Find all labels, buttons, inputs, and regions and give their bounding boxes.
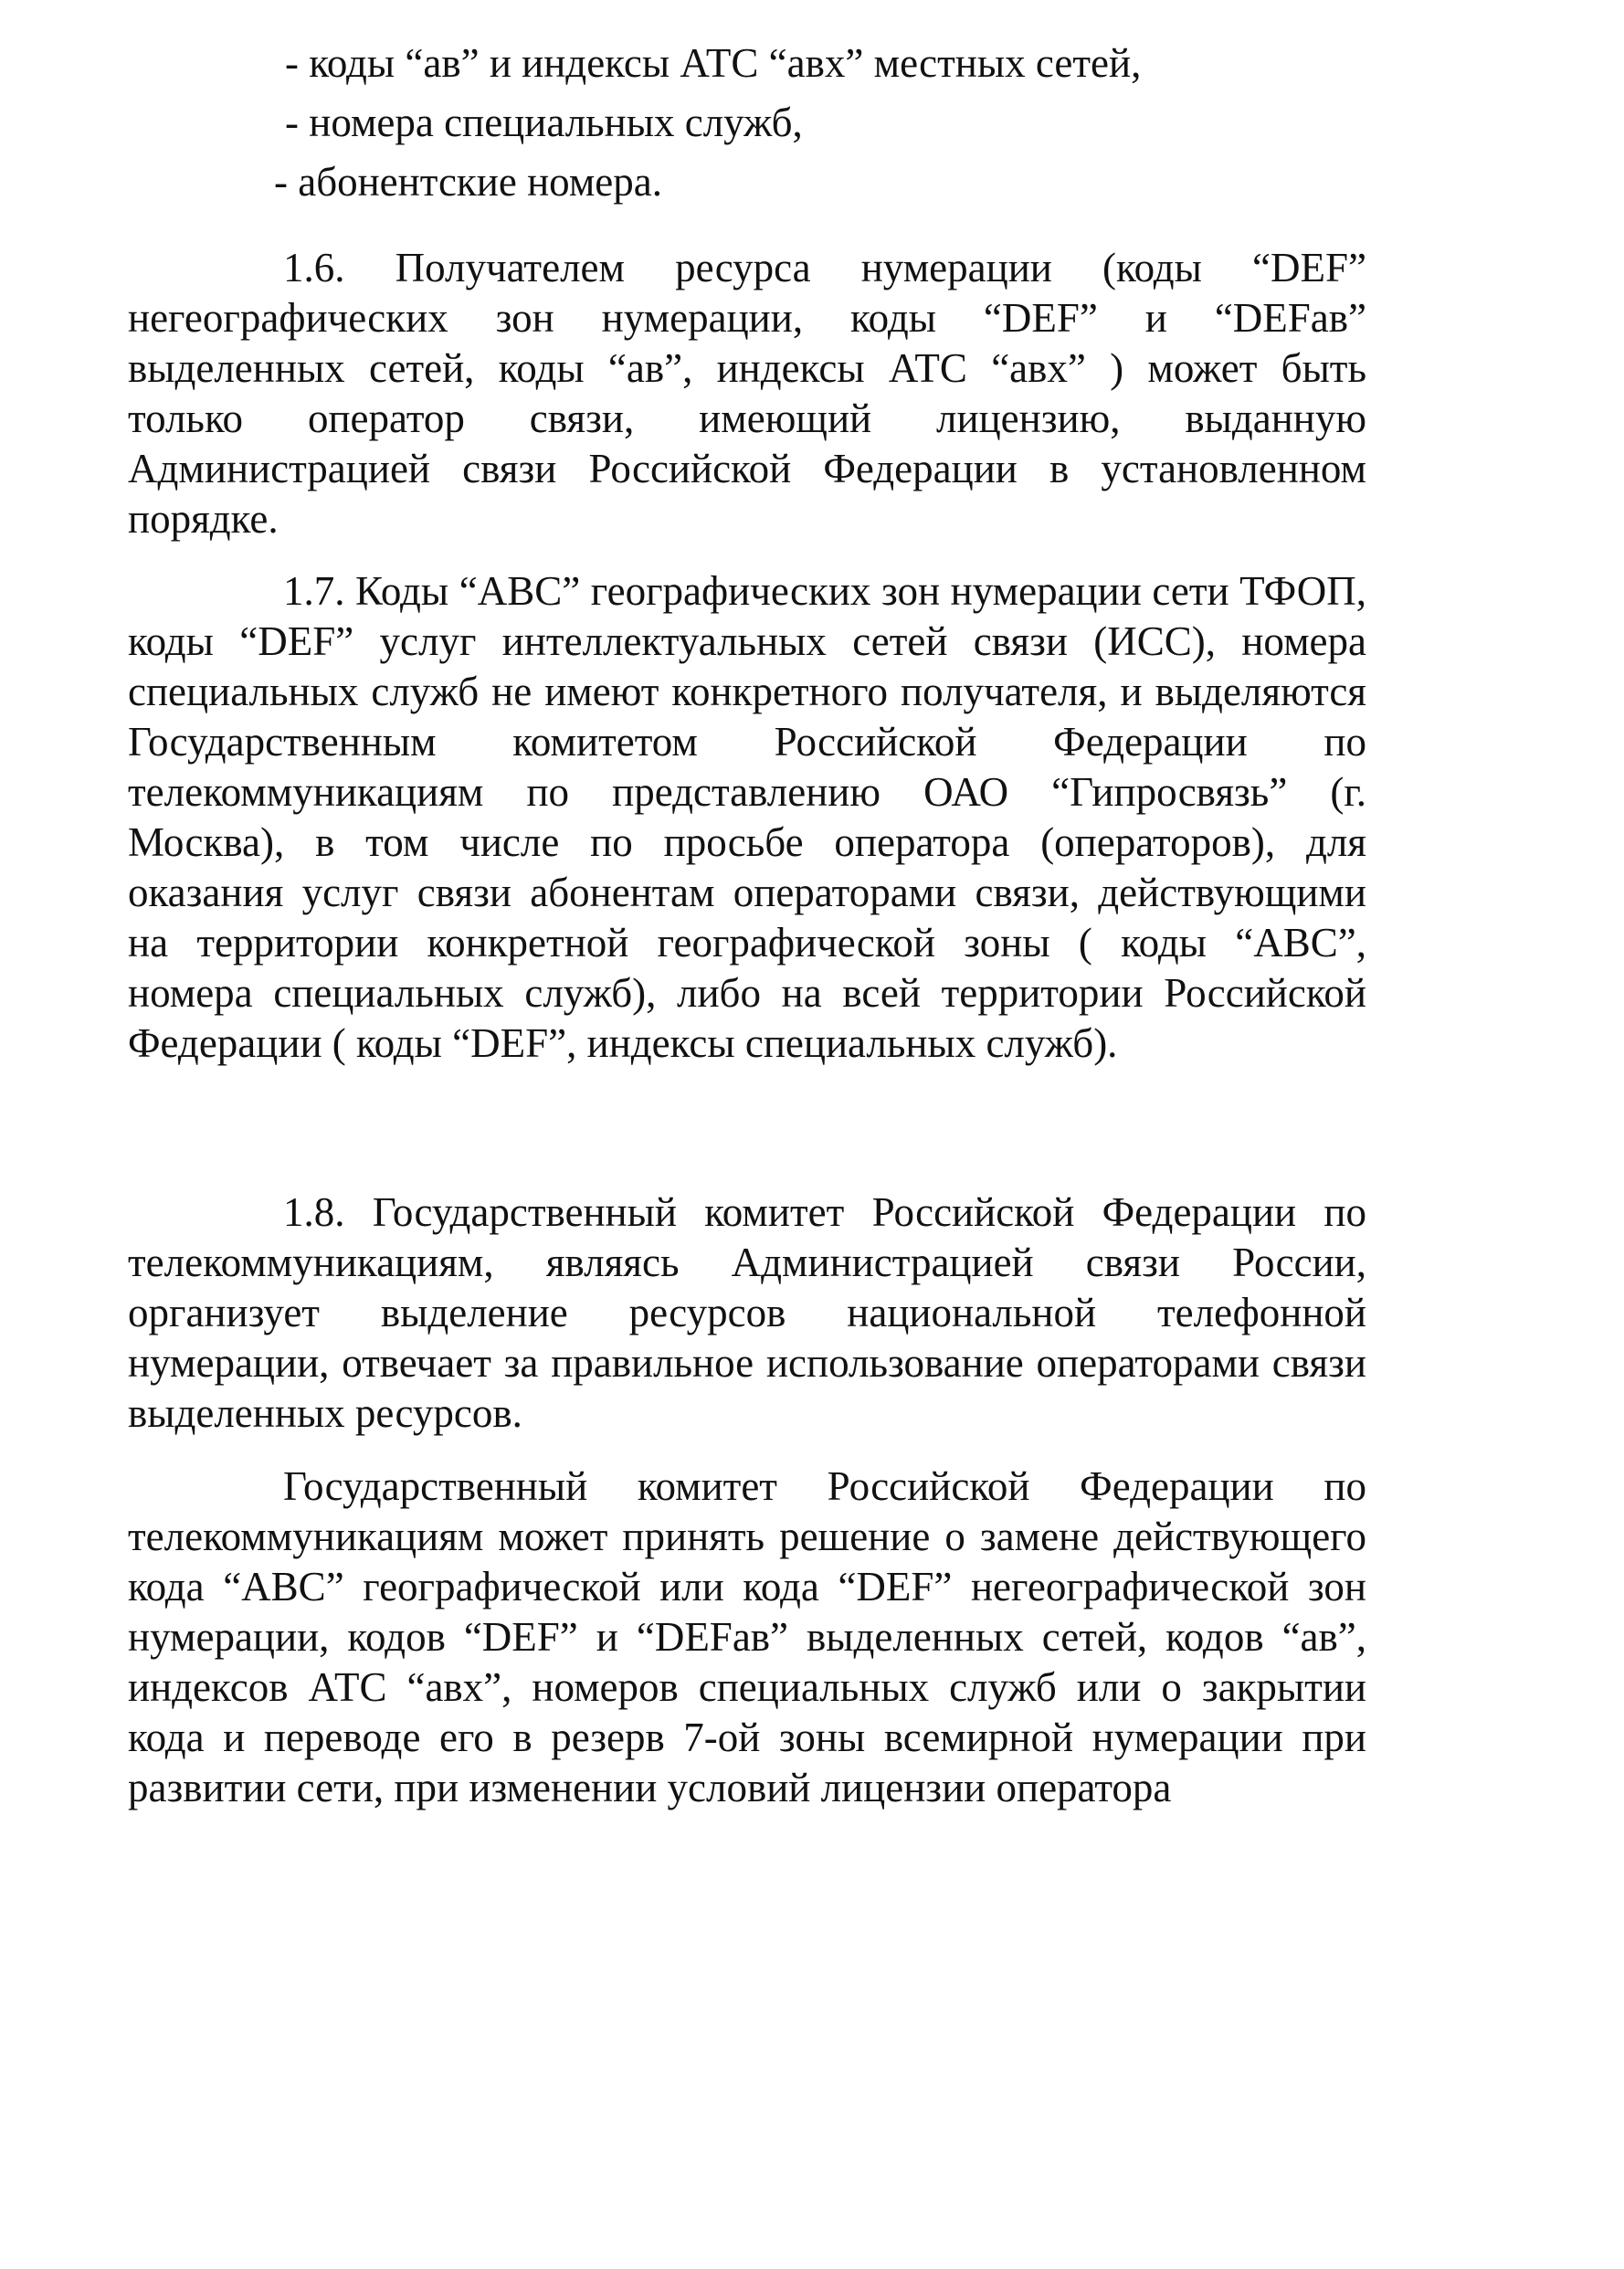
paragraph-1-7: 1.7. Коды “ABC” географических зон нумерации сети ТФОП, коды “DEF” услуг интеллектуальных сетей связи (ИСС), номера специальных служб не имеют конкретного получателя, и выделяются Государственным комитетом Российской Федерации по телекоммуникациям по представлению ОАО “Гипросвязь” (г. Москва), в том числе по просьбе оператора (операторов), для оказания услуг связи абонентам операторами связи, действующими на территории конкретной географической зоны ( коды “ABC”, номера специальных служб), либо на всей территории Российской Федерации ( коды “DEF”, индексы специальных служб).	[128, 568, 1366, 1066]
list-item: - абонентские номера.	[274, 159, 662, 205]
list-item: - номера специальных служб,	[285, 100, 803, 145]
paragraph-1-6: 1.6. Получателем ресурса нумерации (коды “DEF” негеографических зон нумерации, коды “DEF” и “DEFав” выделенных сетей, коды “ав”, индексы АТС “авх” ) может быть только оператор связи, имеющий лицензию, выданную Администрацией связи Российской Федерации в установленном порядке.	[128, 245, 1366, 542]
bullet-list	[128, 38, 1366, 216]
paragraph-continuation: Государственный комитет Российской Федерации по телекоммуникациям может принять решение о замене действующего кода “ABC” географической или кода “DEF” негеографической зон нумерации, кодов “DEF” и “DEFав” выделенных сетей, кодов “ав”, индексов АТС “авх”, номеров специальных служб или о закрытии кода и переводе его в резерв 7-ой зоны всемирной нумерации при развитии сети, при изменении условий лицензии оператора	[128, 1463, 1366, 1810]
paragraph-1-8: 1.8. Государственный комитет Российской Федерации по телекоммуникациям, являясь Администрацией связи России, организует выделение ресурсов национальной телефонной нумерации, отвечает за правильное использование операторами связи выделенных ресурсов.	[128, 1189, 1366, 1436]
list-item: - коды “ав” и индексы АТС “авх” местных сетей,	[285, 40, 1142, 86]
